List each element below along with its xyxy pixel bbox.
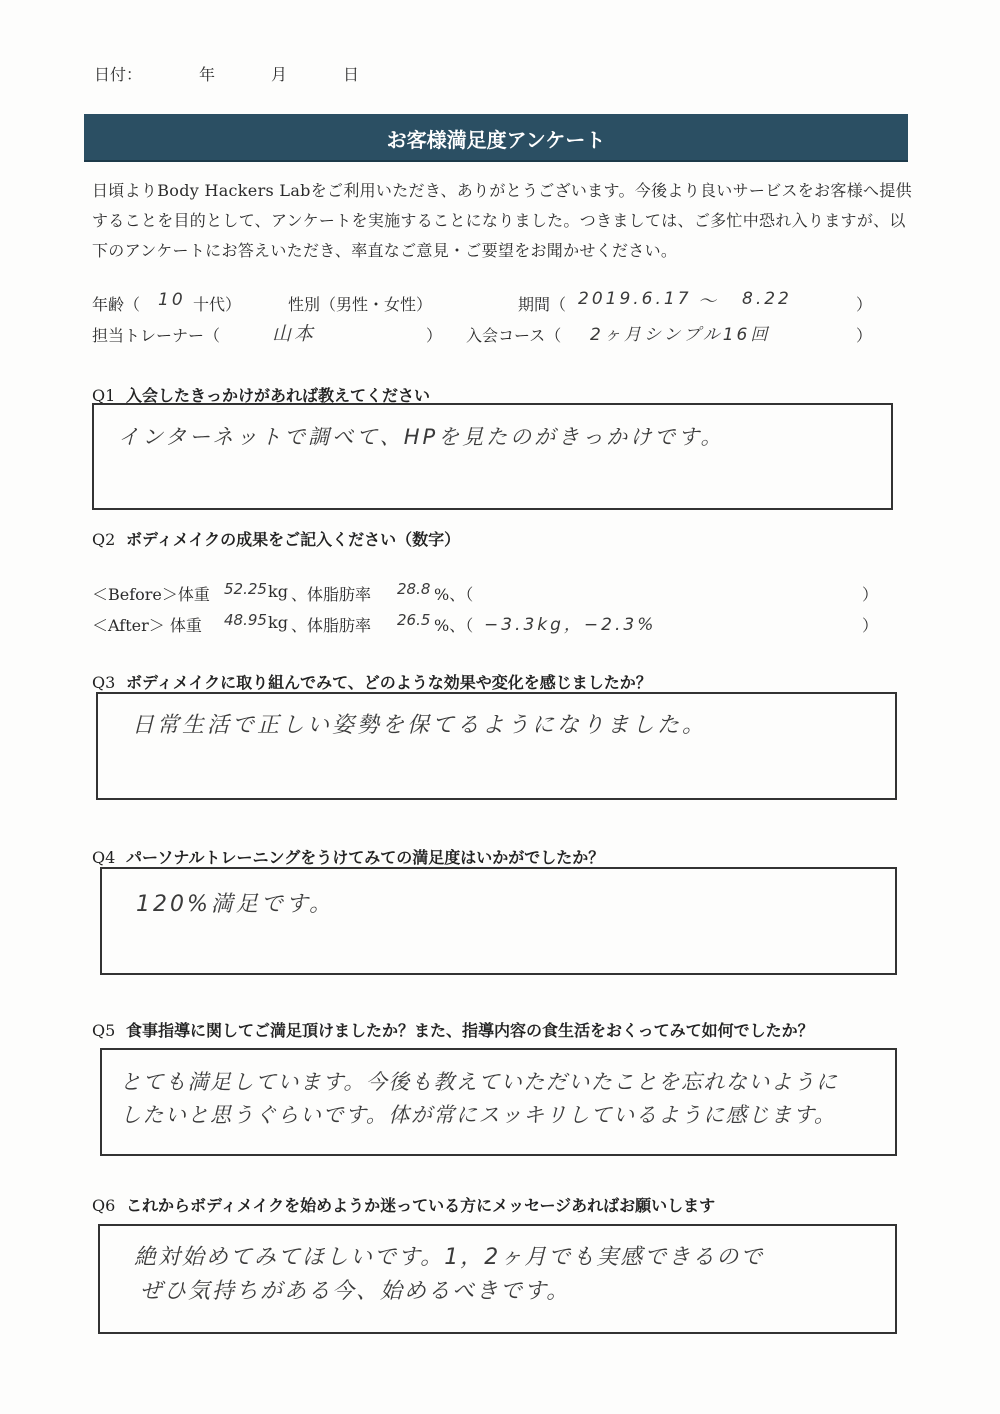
year-label: 年: [199, 65, 216, 84]
date-label: 日付：: [94, 65, 143, 84]
month-label: 月: [271, 65, 288, 84]
before-weight: 52.25: [224, 580, 267, 598]
trainer-value: 山本: [272, 323, 317, 345]
q3-answer: 日常生活で正しい姿勢を保てるようになりました。: [132, 713, 708, 738]
after-pct: %、（: [434, 616, 474, 635]
q5-number: Q5: [92, 1021, 116, 1040]
before-fat: 28.8: [397, 580, 431, 598]
period-close: ）: [856, 295, 873, 314]
day-label: 日: [343, 65, 360, 84]
course-value: 2ヶ月シンプル16回: [590, 325, 771, 345]
intro-paragraph: 日頃よりBody Hackers Labをご利用いただき、ありがとうございます。今後より良いサービスをお客様へ提供することを目的として、アンケートを実施することになりました。つきましては、ご多忙中恐れ入りますが、以下のアンケートにお答えいただき、率直なご意見・ご要望をお聞かせください。: [92, 181, 912, 260]
q4-text: パーソナルトレーニングをうけてみての満足度はいかがでしたか？: [126, 848, 605, 867]
age-label: 年齢（: [92, 295, 141, 314]
course-label: 入会コース（: [466, 326, 562, 345]
q6-number: Q6: [92, 1196, 116, 1215]
q6-text: これからボディメイクを始めようか迷っている方にメッセージあればお願いします: [126, 1196, 716, 1215]
after-kg: kg: [268, 613, 288, 632]
q1-answer: インターネットで調べて、HPを見たのがきっかけです。: [118, 425, 725, 449]
q6-title: [92, 1193, 715, 1216]
period-start: 2019.6.17: [578, 289, 692, 309]
q2-number: Q2: [92, 530, 116, 549]
q3-text: ボディメイクに取り組んでみて、どのような効果や変化を感じましたか？: [126, 673, 652, 692]
q6-answer-box[interactable]: [98, 1224, 897, 1334]
q1-text: 入会したきっかけがあれば教えてください: [126, 386, 431, 405]
q3-answer-box[interactable]: [96, 692, 897, 800]
after-label: ＜After＞ 体重: [92, 616, 202, 635]
q3-title: [92, 670, 652, 693]
trainer-close: ）: [426, 326, 443, 345]
before-close: ）: [862, 585, 879, 604]
period-separator: ～: [698, 291, 719, 312]
page-title: お客様満足度アンケート: [386, 128, 606, 152]
before-pct: %、（: [434, 585, 474, 604]
q5-answer-line2: したいと思うぐらいです。体が常にスッキリしているように感じます。: [120, 1103, 837, 1127]
before-kg: kg: [268, 582, 288, 601]
trainer-label: 担当トレーナー（: [92, 326, 221, 345]
q5-answer-line1: とても満足しています。今後も教えていただいたことを忘れないように: [120, 1070, 839, 1094]
after-fat-label: 、体脂肪率: [291, 616, 372, 635]
age-suffix: 十代）: [193, 295, 242, 314]
q5-title: [92, 1018, 814, 1041]
q1-number: Q1: [92, 386, 116, 405]
course-close: ）: [856, 326, 873, 345]
q3-number: Q3: [92, 673, 116, 692]
q1-answer-box[interactable]: [92, 403, 893, 510]
period-end: 8.22: [742, 289, 792, 309]
after-diff: −3.3kg，−2.3%: [484, 615, 657, 635]
period-label: 期間（: [518, 295, 567, 314]
before-fat-label: 、体脂肪率: [291, 585, 372, 604]
q2-title: [92, 527, 460, 550]
q2-text: ボディメイクの成果をご記入ください（数字）: [126, 530, 461, 549]
age-value: 10: [158, 290, 186, 310]
q4-answer: 120%満足です。: [136, 892, 335, 917]
q5-text: 食事指導に関してご満足頂けましたか？また、指導内容の食生活をおくってみて如何でしたか？: [126, 1021, 814, 1040]
q5-answer-box[interactable]: [100, 1048, 897, 1156]
q4-title: [92, 845, 604, 868]
after-fat: 26.5: [397, 611, 431, 629]
q4-answer-box[interactable]: [100, 867, 897, 975]
title-banner: [84, 114, 908, 162]
gender-label: 性別（男性・女性）: [288, 295, 433, 314]
after-close: ）: [862, 616, 879, 635]
after-weight: 48.95: [224, 611, 267, 629]
q4-number: Q4: [92, 848, 116, 867]
before-label: ＜Before＞体重: [92, 585, 210, 604]
q6-answer-line1: 絶対始めてみてほしいです。1，2ヶ月でも実感できるので: [134, 1245, 765, 1270]
q6-answer-line2: ぜひ気持ちがある今、始めるべきです。: [140, 1279, 571, 1304]
